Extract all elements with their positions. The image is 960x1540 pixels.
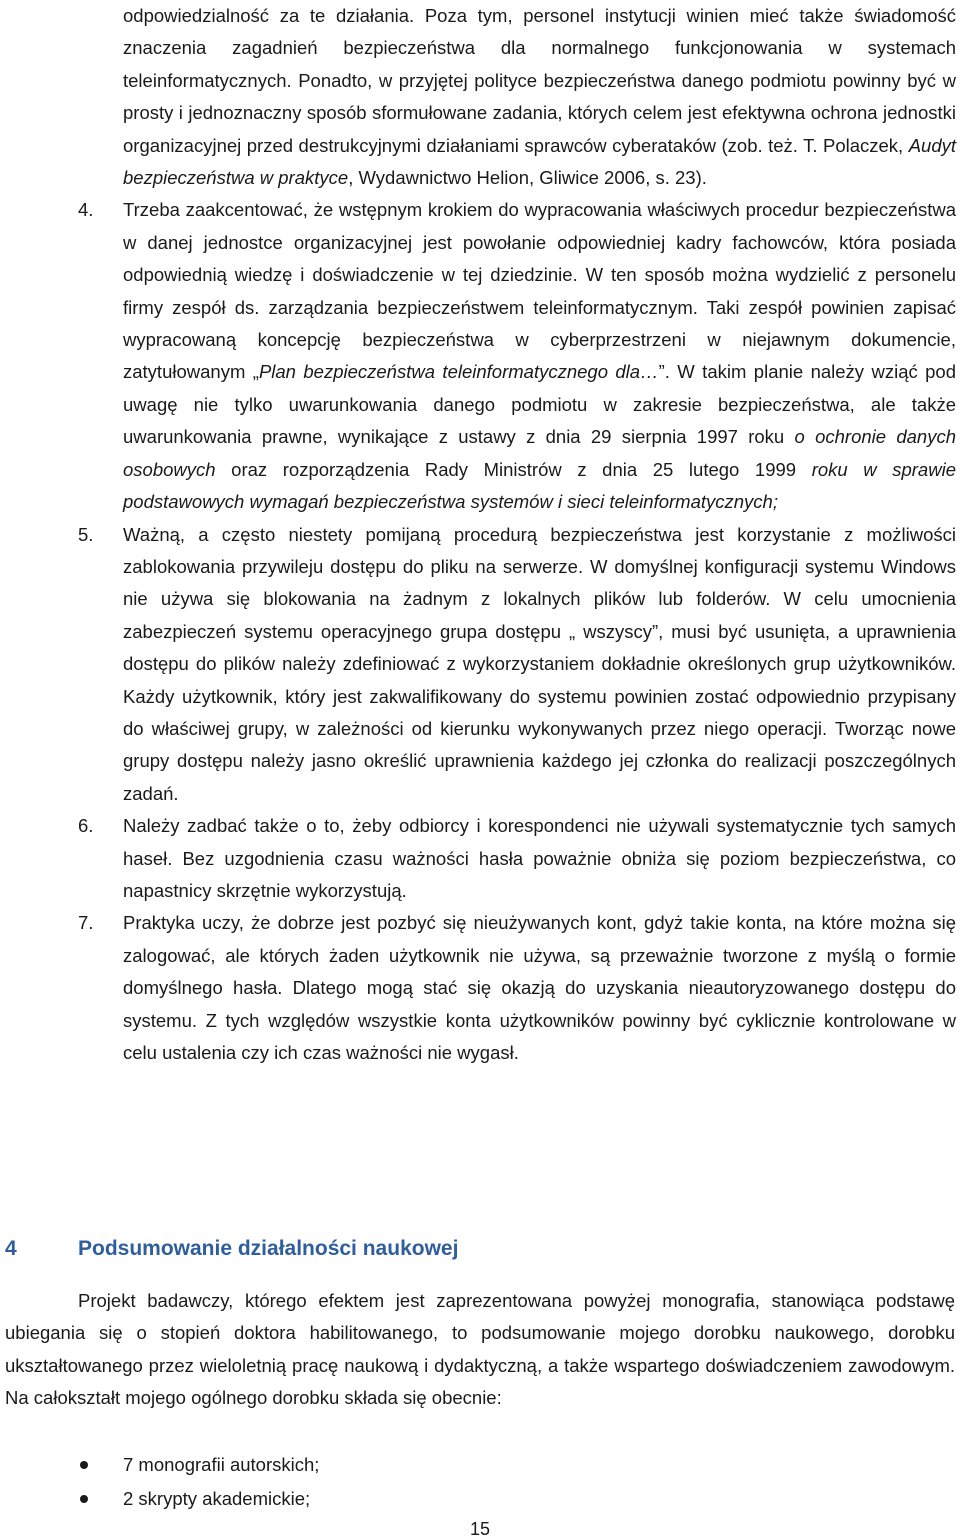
paragraph-text <box>123 194 956 518</box>
text-run: Trzeba zaakcentować, że wstępnym krokiem do wypracowania właściwych procedur bezpieczeństwa w danej jednostce organizacyjnej jest powołanie odpowiedniej kadry fachowców, która posiada odpowiednią wiedzę i doświadczenie w tej dziedzinie. W ten sposób można wydzielić z personelu firmy zespół ds. zarządzania bezpieczeństwem teleinformatycznym. Taki zespół powinien zapisać wypracowaną koncepcję bezpieczeństwa w cyberprzestrzeni w niejawnym dokumencie, zatytułowanym „ <box>123 199 956 383</box>
paragraph-text: Należy zadbać także o to, żeby odbiorcy i korespondenci nie używali systematycznie tych samych haseł. Bez uzgodnienia czasu ważności hasła poważnie obniża się poziom bezpieczeństwa, co napastnicy skrzętnie wykorzystują. <box>123 815 956 901</box>
text-run: , Wydawnictwo Helion, Gliwice 2006, s. 23). <box>348 167 707 189</box>
list-number: 6. <box>78 815 94 837</box>
list-item <box>0 907 960 1069</box>
bullet-icon <box>80 1495 88 1503</box>
paragraph-text: Ważną, a często niestety pomijaną procedurą bezpieczeństwa jest korzystanie z możliwości zablokowania przywileju dostępu do pliku na serwerze. W domyślnej konfiguracji systemu Windows nie używa się blokowania na żadnym z lokalnych plików lub folderów. W celu umocnienia zabezpieczeń systemu operacyjnego grupa dostępu „ wszyscy”, musi być usunięta, a uprawnienia dostępu do plików należy zdefiniować z wykorzystaniem dokładnie określonych grup użytkowników. Każdy użytkownik, który jest zakwalifikowany do systemu powinien zostać odpowiednio przypisany do właściwej grupy, w zależności od kierunku wykonywanych przez niego operacji. Tworząc nowe grupy dostępu należy jasno określić uprawnienia każdego jej członka do realizacji poszczególnych zadań. <box>123 523 956 804</box>
list-number: 4. <box>78 199 94 221</box>
law-title: o ochronie danych osobowych <box>123 426 956 480</box>
bullet-text: 2 skrypty akademickie; <box>123 1488 311 1509</box>
list-item <box>0 810 960 907</box>
bullet-icon <box>80 1461 88 1469</box>
bullet-list <box>0 1448 960 1516</box>
text-run: ”. W takim planie należy wziąć pod uwagę nie tylko uwarunkowania danego podmiotu w zakresie bezpieczeństwa, ale także uwarunkowania prawne, wynikające z ustawy z dnia 29 sierpnia 1997 roku <box>123 361 957 448</box>
section-heading <box>5 1232 945 1266</box>
section-number: 4 <box>5 1237 17 1260</box>
section-title: Podsumowanie działalności naukowej <box>78 1237 459 1260</box>
list-item <box>0 519 960 811</box>
document-title: Plan bezpieczeństwa teleinformatycznego dla… <box>258 361 659 383</box>
list-item <box>0 194 960 518</box>
paragraph-text <box>123 0 956 194</box>
bullet-text: 7 monografii autorskich; <box>123 1454 320 1475</box>
page-number: 15 <box>469 1519 491 1539</box>
text-run: oraz rozporządzenia Rady Ministrów z dnia 25 lutego 1999 <box>215 458 812 480</box>
book-title: Audyt bezpieczeństwa w praktyce <box>123 134 956 189</box>
paragraph-text: Praktyka uczy, że dobrze jest pozbyć się nieużywanych kont, gdyż takie konta, na które można się zalogować, ale których żaden użytkownik nie używa, są przeważnie tworzone z myślą o formie domyślnego hasła. Dlatego mogą stać się okazją do uzyskania nieautoryzowanego dostępu do systemu. Z tych względów wszystkie konta użytkowników powinny być cyklicznie kontrolowane w celu ustalenia czy ich czas ważności nie wygasł. <box>123 912 956 1063</box>
text-run: odpowiedzialność za te działania. Poza tym, personel instytucji winien mieć także świadomość znaczenia zagadnień bezpieczeństwa dla normalnego funkcjonowania w systemach teleinformatycznych. Ponadto, w przyjętej polityce bezpieczeństwa danego podmiotu powinny być w prosty i jednoznaczny sposób sformułowane zadania, których celem jest efektywna ochrona jednostki organizacyjnej przed destrukcyjnymi działaniami sprawców cyberataków (zob. też. T. Polaczek, <box>123 5 956 156</box>
list-number: 5. <box>78 523 94 545</box>
body-paragraph: Projekt badawczy, którego efektem jest zaprezentowana powyżej monografia, stanowiąca podstawę ubiegania się o stopień doktora habilitowanego, to podsumowanie mojego dorobku naukowego, dorobku ukształtowanego przez wieloletnią pracę naukową i dydaktyczną, a także wspartego doświadczeniem zawodowym. Na całokształt mojego ogólnego dorobku składa się obecnie: <box>5 1290 955 1409</box>
bullet-item <box>0 1482 960 1516</box>
list-number: 7. <box>78 912 94 934</box>
regulation-title: roku w sprawie podstawowych wymagań bezpieczeństwa systemów i sieci teleinformatycznych; <box>123 458 956 513</box>
list-item-continuation <box>0 0 960 194</box>
bullet-item <box>0 1448 960 1482</box>
